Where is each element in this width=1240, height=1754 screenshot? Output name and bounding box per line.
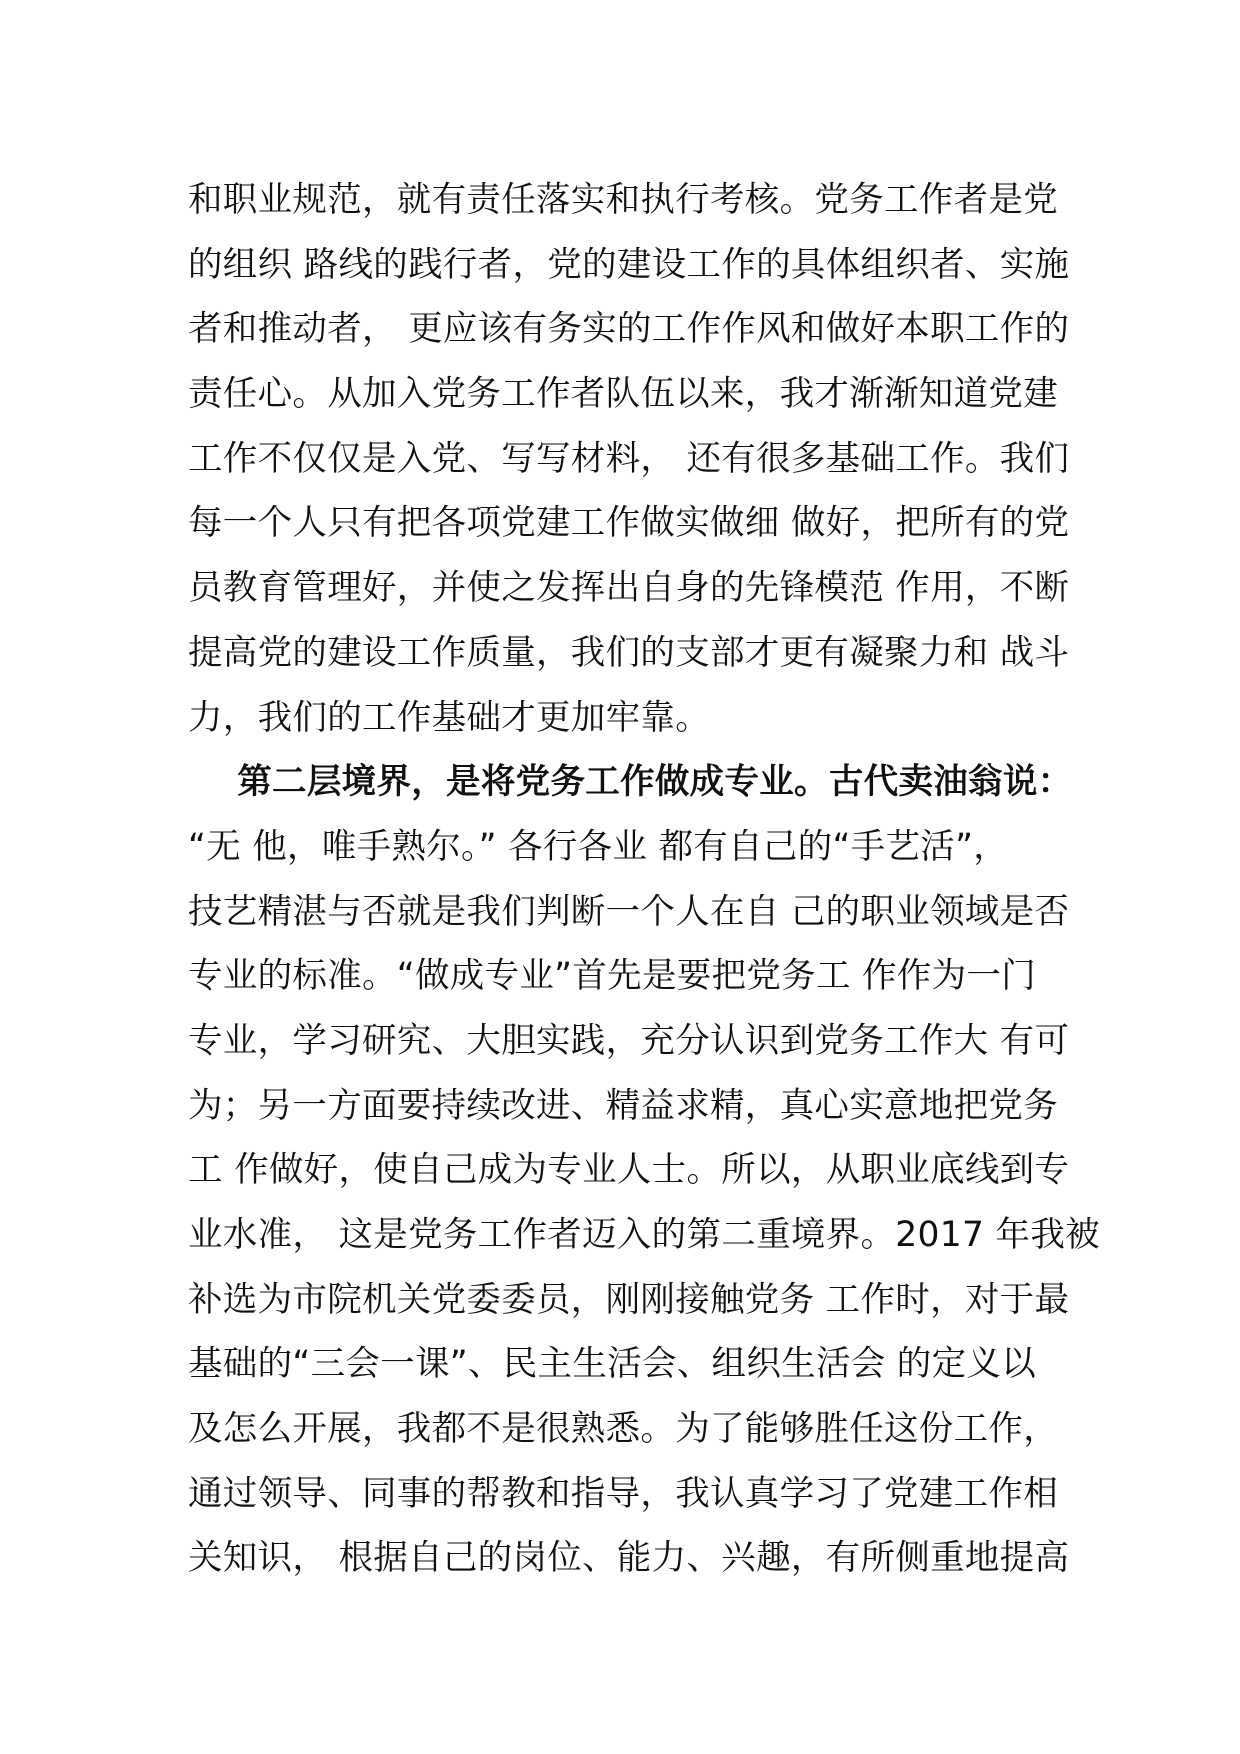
text-line: 专业，学习研究、大胆实践，充分认识到党务工作大 有可: [188, 1020, 1070, 1061]
text-line: “无 他，唯手熟尔。” 各行各业 都有自己的“手艺活”，: [188, 826, 1009, 867]
text-line: 专业的标准。“做成专业”首先是要把党务工 作作为一门: [188, 956, 1037, 997]
text-line: 力，我们的工作基础才更加牢靠。: [188, 697, 710, 738]
text-line: 和职业规范，就有责任落实和执行考核。党务工作者是党: [188, 180, 1058, 220]
text-line: 关知识， 根据自己的岗位、能力、兴趣，有所侧重地提高: [188, 1538, 1070, 1579]
text-line: 第二层境界，是将党务工作做成专业。古代卖油翁说：: [188, 762, 1073, 803]
text-line: 技艺精湛与否就是我们判断一个人在自 己的职业领域是否: [188, 891, 1070, 932]
text-line: 通过领导、同事的帮教和指导，我认真学习了党建工作相: [188, 1473, 1058, 1514]
paragraph-2: [188, 750, 1100, 1591]
text-line: 工 作做好，使自己成为专业人士。所以，从职业底线到专: [188, 1150, 1070, 1191]
paragraph-1: [188, 168, 1068, 750]
text-line: 者和推动者， 更应该有务实的工作作风和做好本职工作的: [188, 309, 1070, 350]
text-line: 的组织 路线的践行者，党的建设工作的具体组织者、实施: [188, 244, 1070, 285]
text-line: 提高党的建设工作质量，我们的支部才更有凝聚力和 战斗: [188, 632, 1070, 673]
text-line: 每一个人只有把各项党建工作做实做细 做好，把所有的党: [188, 503, 1070, 544]
text-line: 业水准， 这是党务工作者迈入的第二重境界。2017 年我被: [188, 1215, 1100, 1255]
text-line: 责任心。从加入党务工作者队伍以来，我才渐渐知道党建: [188, 374, 1058, 415]
text-line: 员教育管理好，并使之发挥出自身的先锋模范 作用，不断: [188, 568, 1070, 609]
text-line: 为；另一方面要持续改进、精益求精，真心实意地把党务: [188, 1085, 1058, 1126]
text-line: 补选为市院机关党委委员，刚刚接触党务 工作时，对于最: [188, 1279, 1070, 1320]
text-line: 及怎么开展，我都不是很熟悉。为了能够胜任这份工作，: [188, 1409, 1058, 1450]
text-line: 工作不仅仅是入党、写写材料， 还有很多基础工作。我们: [188, 438, 1070, 479]
body-text: [188, 168, 1100, 1591]
text-line: 基础的“三会一课”、民主生活会、组织生活会 的定义以: [188, 1344, 1037, 1385]
